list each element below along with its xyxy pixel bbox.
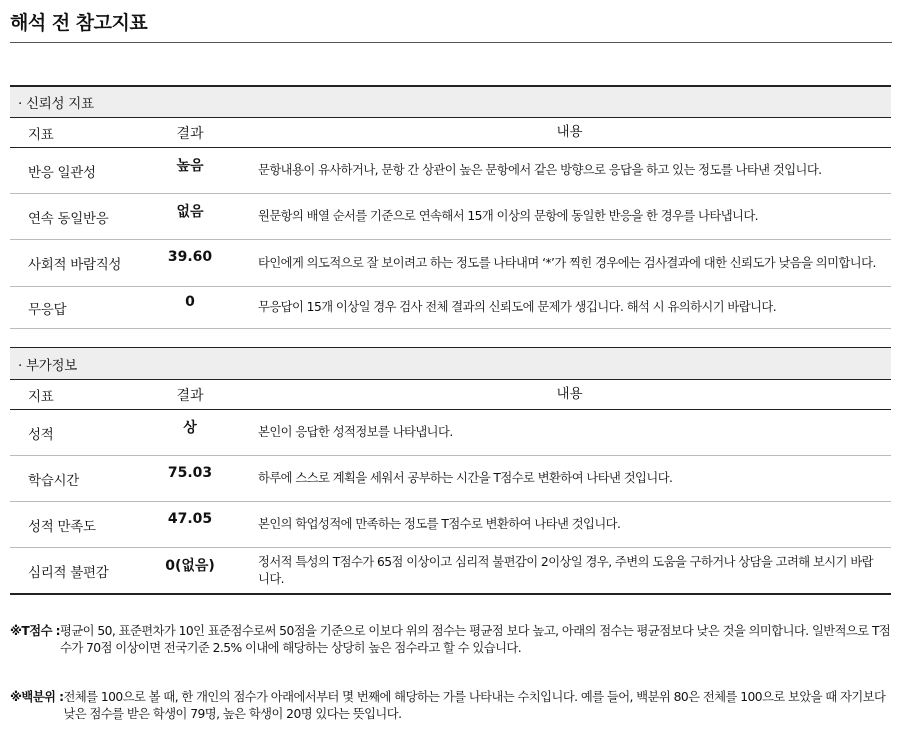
page-title: 해석 전 참고지표 bbox=[10, 12, 148, 34]
indicator-name: 심리적 불편감 bbox=[28, 564, 109, 581]
percentile-note bbox=[10, 689, 894, 723]
indicator-result: 47.05 bbox=[167, 510, 213, 527]
additional-section-header: · 부가정보 bbox=[10, 347, 891, 379]
indicator-result: 75.03 bbox=[167, 464, 213, 481]
indicator-description: 타인에게 의도적으로 잘 보이려고 하는 정도를 나타내며 ‘*’가 찍힌 경우에는 검사결과에 대한 신뢰도가 낮음을 의미합니다. bbox=[258, 255, 876, 270]
indicator-result: 없음 bbox=[176, 203, 204, 220]
table-row bbox=[10, 456, 891, 502]
additional-column-header bbox=[10, 379, 891, 410]
indicator-description: 원문항의 배열 순서를 기준으로 연속해서 15개 이상의 문항에 동일한 반응을 한 경우를 나타냅니다. bbox=[258, 209, 759, 223]
column-result: 결과 bbox=[176, 387, 204, 404]
column-result: 결과 bbox=[176, 125, 204, 142]
indicator-name: 연속 동일반응 bbox=[28, 210, 109, 227]
indicator-description: 무응답이 15개 이상일 경우 검사 전체 결과의 신뢰도에 문제가 생깁니다. 해석 시 유의하시기 바랍니다. bbox=[258, 300, 777, 314]
column-description: 내용 bbox=[556, 386, 583, 402]
table-row bbox=[10, 148, 891, 194]
reliability-column-header bbox=[10, 117, 891, 148]
indicator-name: 무응답 bbox=[28, 301, 67, 318]
column-indicator: 지표 bbox=[28, 388, 54, 405]
reliability-section-header: · 신뢰성 지표 bbox=[10, 85, 891, 117]
column-description: 내용 bbox=[556, 124, 583, 140]
indicator-result: 높음 bbox=[176, 157, 204, 174]
column-indicator: 지표 bbox=[28, 126, 54, 143]
indicator-name: 성적 bbox=[28, 426, 54, 443]
indicator-result: 0 bbox=[185, 293, 195, 310]
note-text: 전체를 100으로 볼 때, 한 개인의 점수가 아래에서부터 몇 번째에 해당하는 가를 나타내는 수치입니다. 예를 들어, 백분위 80은 전체를 100으로 보았을 때 자기보다 낮은 점수를 받은 학생이 79명, 높은 학생이 20명 있다는 뜻입니다. bbox=[63, 690, 886, 721]
indicator-result: 39.60 bbox=[167, 249, 213, 265]
reliability-section bbox=[10, 85, 891, 329]
note-label: ※백분위 : bbox=[10, 690, 64, 704]
additional-section bbox=[10, 347, 891, 595]
note-label: ※T점수 : bbox=[10, 624, 60, 638]
note-text: 평균이 50, 표준편차가 10인 표준점수로써 50점을 기준으로 이보다 위의 점수는 평균점 보다 높고, 아래의 점수는 평균점보다 낮은 것을 의미합니다. 일반적으로 T점수가 70점 이상이면 전국기준 2.5% 이내에 해당하는 상당히 높은 점수라고 할 수 있습니다. bbox=[60, 624, 891, 655]
indicator-description: 하루에 스스로 계획을 세워서 공부하는 시간을 T점수로 변환하여 나타낸 것입니다. bbox=[258, 471, 673, 485]
title-divider bbox=[10, 42, 892, 43]
indicator-name: 사회적 바람직성 bbox=[28, 257, 122, 273]
indicator-description: 본인의 학업성적에 만족하는 정도를 T점수로 변환하여 나타낸 것입니다. bbox=[258, 517, 621, 531]
indicator-description: 문항내용이 유사하거나, 문항 간 상관이 높은 문항에서 같은 방향으로 응답을 하고 있는 정도를 나타낸 것입니다. bbox=[258, 163, 822, 177]
t-score-note bbox=[10, 623, 894, 657]
indicator-name: 성적 만족도 bbox=[28, 518, 96, 535]
table-row bbox=[10, 410, 891, 456]
indicator-result: 0(없음) bbox=[165, 557, 215, 574]
table-row bbox=[10, 194, 891, 240]
indicator-description: 정서적 특성의 T점수가 65점 이상이고 심리적 불편감이 2이상일 경우, 주변의 도움을 구하거나 상담을 고려해 보시기 바랍니다. bbox=[258, 554, 873, 586]
indicator-result: 상 bbox=[183, 419, 197, 436]
indicator-name: 반응 일관성 bbox=[28, 164, 96, 181]
indicator-description: 본인이 응답한 성적정보를 나타냅니다. bbox=[258, 425, 453, 439]
table-row bbox=[10, 287, 891, 329]
table-row bbox=[10, 548, 891, 595]
indicator-name: 학습시간 bbox=[28, 472, 79, 489]
table-row bbox=[10, 502, 891, 548]
table-row bbox=[10, 240, 891, 287]
